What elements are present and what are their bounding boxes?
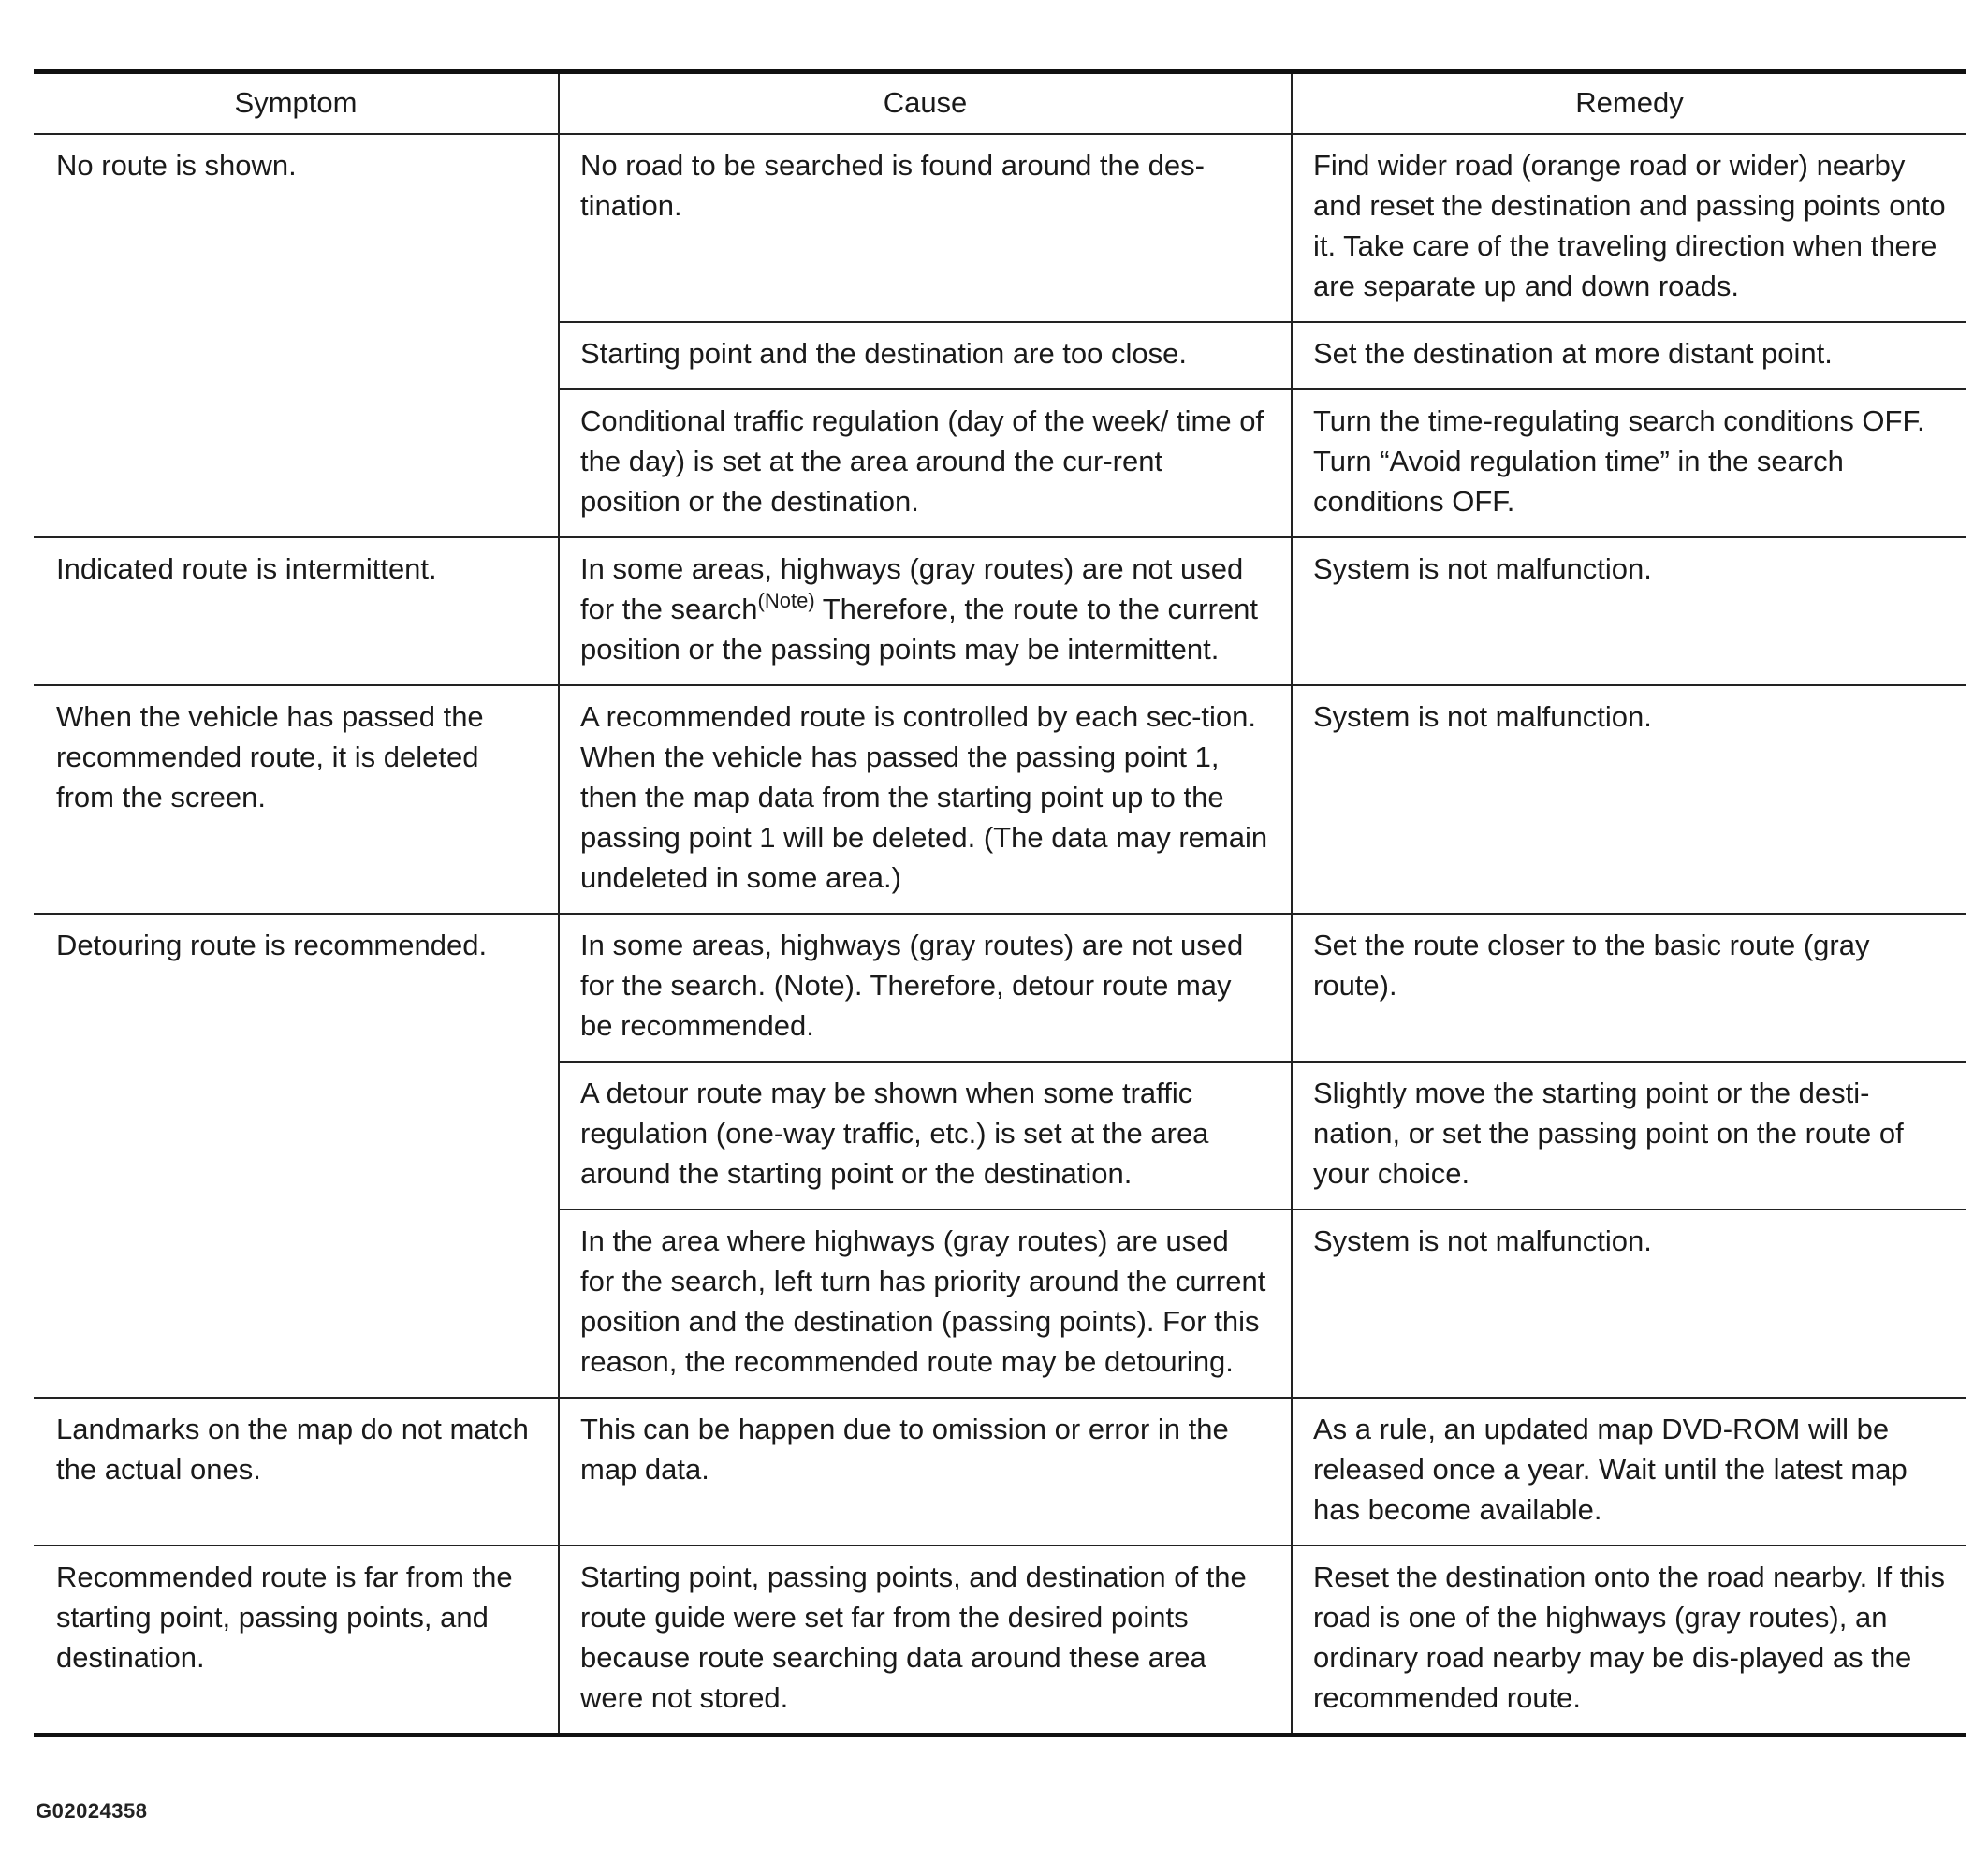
remedy-cell: System is not malfunction.: [1292, 685, 1966, 914]
remedy-cell: Set the destination at more distant point.: [1292, 322, 1966, 389]
header-remedy: Remedy: [1292, 72, 1966, 135]
remedy-cell: Find wider road (orange road or wider) nearby and reset the destination and passing points onto it. Take care of the traveling direction when there are separate up and down roads.: [1292, 134, 1966, 322]
table-row: [34, 537, 1966, 685]
cause-text: In some areas, highways (gray routes) are not used for the search: [580, 552, 1244, 625]
cause-text: Therefore, the route to the current position or the passing points may be intermittent.: [580, 593, 1258, 666]
remedy-cell: Slightly move the starting point or the desti-nation, or set the passing point on the route of your choice.: [1292, 1062, 1966, 1209]
troubleshooting-table: [34, 69, 1966, 1737]
remedy-cell: System is not malfunction.: [1292, 1209, 1966, 1398]
cause-cell: [559, 537, 1292, 685]
cause-cell: A recommended route is controlled by each sec-tion. When the vehicle has passed the passing point 1, then the map data from the starting point up to the passing point 1 will be deleted. (The data may remain undeleted in some area.): [559, 685, 1292, 914]
header-cause: Cause: [559, 72, 1292, 135]
remedy-cell: Turn the time-regulating search conditions OFF. Turn “Avoid regulation time” in the search conditions OFF.: [1292, 389, 1966, 537]
symptom-cell: No route is shown.: [34, 134, 559, 537]
cause-cell: Starting point, passing points, and destination of the route guide were set far from the desired points because route searching data around these area were not stored.: [559, 1546, 1292, 1736]
cause-cell: Conditional traffic regulation (day of the week/ time of the day) is set at the area around the cur-rent position or the destination.: [559, 389, 1292, 537]
symptom-cell: When the vehicle has passed the recommended route, it is deleted from the screen.: [34, 685, 559, 914]
header-symptom: Symptom: [34, 72, 559, 135]
symptom-cell: Recommended route is far from the starting point, passing points, and destination.: [56, 1561, 513, 1674]
remedy-cell: System is not malfunction.: [1292, 537, 1966, 685]
symptom-cell: Indicated route is intermittent.: [34, 537, 559, 685]
remedy-cell: Set the route closer to the basic route (gray route).: [1292, 914, 1966, 1062]
table-row: [34, 1398, 1966, 1546]
cause-cell: In some areas, highways (gray routes) are not used for the search. (Note). Therefore, detour route may be recommended.: [559, 914, 1292, 1062]
table-row: [34, 1546, 1966, 1736]
cause-cell: This can be happen due to omission or error in the map data.: [559, 1398, 1292, 1546]
cause-cell: A detour route may be shown when some traffic regulation (one-way traffic, etc.) is set at the area around the starting point or the destination.: [559, 1062, 1292, 1209]
figure-id: G02024358: [36, 1799, 148, 1823]
cause-cell: No road to be searched is found around the des-tination.: [559, 134, 1292, 322]
note-reference: (Note): [757, 589, 815, 612]
table-row: [34, 685, 1966, 914]
symptom-cell: Detouring route is recommended.: [34, 914, 559, 1398]
table-row: [34, 914, 1966, 1062]
table-header-row: [34, 72, 1966, 135]
table-row: [34, 134, 1966, 322]
remedy-cell: As a rule, an updated map DVD-ROM will be released once a year. Wait until the latest map has become available.: [1292, 1398, 1966, 1546]
cause-cell: In the area where highways (gray routes) are used for the search, left turn has priority around the current position and the destination (passing points). For this reason, the recommended route may be detouring.: [559, 1209, 1292, 1398]
symptom-cell: Landmarks on the map do not match the actual ones.: [34, 1398, 559, 1546]
remedy-cell: Reset the destination onto the road nearby. If this road is one of the highways (gray routes), an ordinary road nearby may be dis-played as the recommended route.: [1292, 1546, 1966, 1736]
cause-cell: Starting point and the destination are too close.: [559, 322, 1292, 389]
troubleshooting-document: [34, 69, 1966, 1737]
